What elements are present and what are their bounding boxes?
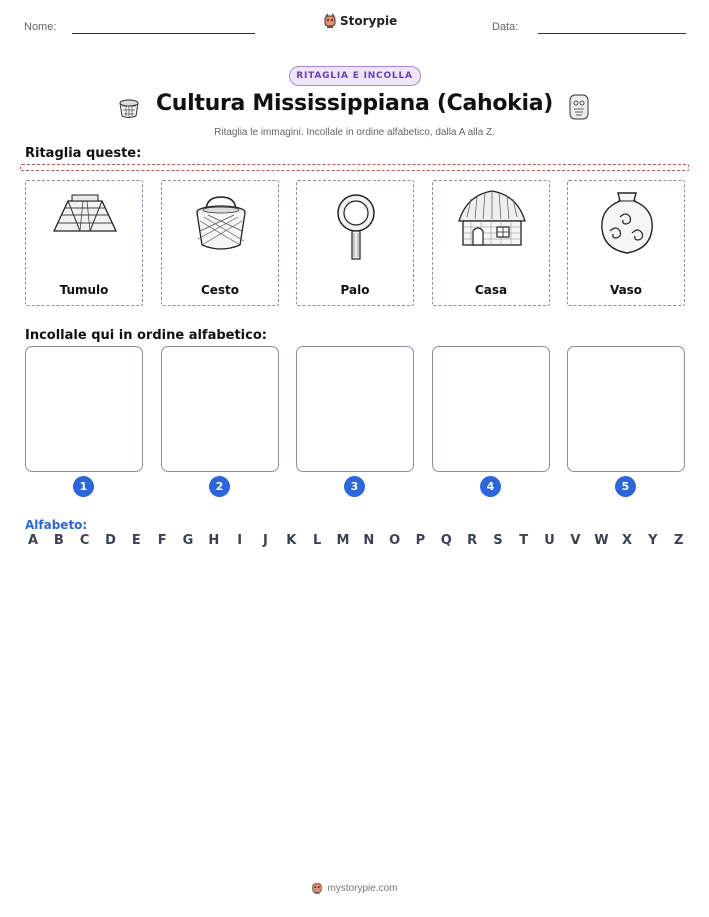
slot-number-1: 1	[73, 476, 94, 497]
alphabet-letter: S	[493, 533, 503, 548]
alphabet-letter: A	[27, 533, 39, 548]
vase-icon	[592, 187, 662, 259]
cut-heading: Ritaglia queste:	[25, 146, 142, 161]
slot-number-4: 4	[480, 476, 501, 497]
alphabet-letter: P	[415, 533, 426, 548]
alphabet-letter: L	[312, 533, 322, 548]
slot-number-5: 5	[615, 476, 636, 497]
alphabet-letter: H	[208, 533, 220, 548]
hut-icon	[457, 187, 527, 253]
alphabet-row	[26, 533, 686, 548]
paste-slot-4[interactable]	[432, 346, 550, 472]
alphabet-letter: G	[182, 533, 194, 548]
footer-url[interactable]: mystorypie.com	[327, 882, 398, 894]
paste-slot-5[interactable]	[567, 346, 685, 472]
activity-badge: RITAGLIA E INCOLLA	[289, 66, 421, 86]
brand-name: Storypie	[340, 14, 398, 28]
page-title: Cultura Mississippiana (Cahokia)	[155, 91, 554, 116]
alphabet-letter: Y	[648, 533, 658, 548]
date-line[interactable]	[538, 33, 686, 34]
slot-number-3: 3	[344, 476, 365, 497]
paste-slot-3[interactable]	[296, 346, 414, 472]
card-label: Tumulo	[59, 283, 109, 297]
cut-card-palo[interactable]	[296, 180, 414, 306]
alphabet-letter: O	[389, 533, 401, 548]
alphabet-letter: R	[467, 533, 478, 548]
alphabet-letter: F	[157, 533, 167, 548]
alphabet-letter: M	[336, 533, 350, 548]
alphabet-letter: E	[131, 533, 141, 548]
storypie-mascot-icon	[311, 881, 323, 895]
alphabet-letter: Z	[673, 533, 684, 548]
alphabet-letter: N	[363, 533, 375, 548]
cut-line	[20, 164, 689, 171]
instructions: Ritaglia le immagini. Incollale in ordine alfabetico, dalla A alla Z.	[214, 127, 495, 138]
mound-icon	[50, 187, 120, 245]
name-line[interactable]	[72, 33, 255, 34]
paste-slot-2[interactable]	[161, 346, 279, 472]
cut-card-vaso[interactable]	[567, 180, 685, 306]
pole-icon	[321, 187, 391, 267]
slot-number-2: 2	[209, 476, 230, 497]
basket-icon	[186, 187, 256, 257]
footer	[0, 881, 709, 895]
alphabet-letter: C	[79, 533, 90, 548]
card-label: Cesto	[200, 283, 240, 297]
alphabet-letter: U	[544, 533, 555, 548]
alphabet-title: Alfabeto:	[25, 518, 88, 532]
alphabet-letter: T	[519, 533, 529, 548]
alphabet-letter: J	[263, 533, 268, 548]
card-label: Vaso	[609, 283, 643, 297]
alphabet-letter: I	[237, 533, 243, 548]
cut-card-tumulo[interactable]	[25, 180, 143, 306]
storypie-mascot-icon	[323, 13, 337, 29]
date-label: Data:	[492, 21, 519, 33]
alphabet-letter: B	[53, 533, 64, 548]
brand-logo	[323, 13, 397, 29]
card-label: Palo	[340, 283, 370, 297]
alphabet-letter: V	[570, 533, 581, 548]
alphabet-letter: X	[622, 533, 633, 548]
alphabet-letter: K	[286, 533, 297, 548]
carved-stone-decor-icon	[567, 93, 591, 121]
alphabet-letter: W	[594, 533, 609, 548]
alphabet-letter: D	[105, 533, 116, 548]
cut-card-casa[interactable]	[432, 180, 550, 306]
name-label: Nome:	[24, 21, 57, 33]
card-label: Casa	[474, 283, 508, 297]
alphabet-letter: Q	[440, 533, 452, 548]
paste-heading: Incollale qui in ordine alfabetico:	[25, 328, 267, 343]
paste-slot-1[interactable]	[25, 346, 143, 472]
cut-card-cesto[interactable]	[161, 180, 279, 306]
